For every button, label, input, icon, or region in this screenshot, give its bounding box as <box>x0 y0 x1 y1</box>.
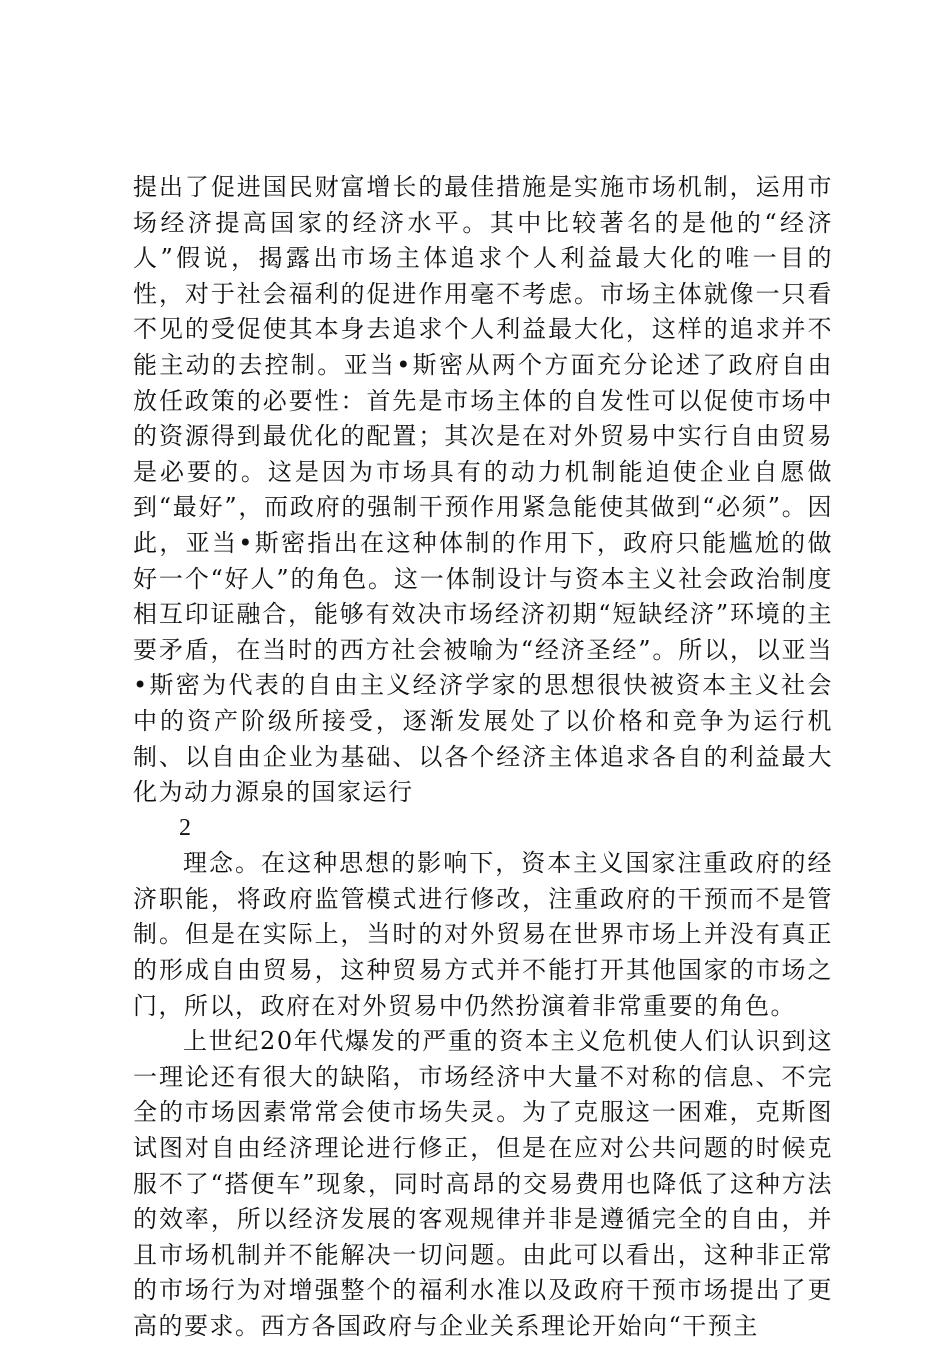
paragraph-2: 理念。在这种思想的影响下，资本主义国家注重政府的经济职能，将政府监管模式进行修改，注重政府的干预而不是管制。但是在实际上，当时的对外贸易在世界市场上并没有真正的形成自由贸易，这种贸易方式并不能打开其他国家的市场之门，所以，政府在对外贸易中仍然扮演着非常重要的角色。 <box>133 849 833 1020</box>
paragraph-3: 上世纪20年代爆发的严重的资本主义危机使人们认识到这一理论还有很大的缺陷，市场经济中大量不对称的信息、不完全的市场因素常常会使市场失灵。为了克服这一困难，克斯图试图对自由经济理论进行修正，但是在应对公共问题的时候克服不了“搭便车”现象，同时高昂的交易费用也降低了这种方法的效率，所以经济发展的客观规律并非是遵循完全的自由，并且市场机制并不能解决一切问题。由此可以看出，这种非正常的市场行为对增强整个的福利水准以及政府干预市场提出了更高的要求。西方各国政府与企业关系理论开始向“干预主 <box>133 1027 833 1340</box>
paragraph-1: 提出了促进国民财富增长的最佳措施是实施市场机制，运用市场经济提高国家的经济水平。其中比较著名的是他的“经济人”假说，揭露出市场主体追求个人利益最大化的唯一目的性，对于社会福利的促进作用毫不考虑。市场主体就像一只看不见的受促使其本身去追求个人利益最大化，这样的追求并不能主动的去控制。亚当•斯密从两个方面充分论述了政府自由放任政策的必要性：首先是市场主体的自发性可以促使市场中的资源得到最优化的配置；其次是在对外贸易中实行自由贸易是必要的。这是因为市场具有的动力机制能迫使企业自愿做到“最好”，而政府的强制干预作用紧急能使其做到“必须”。因此，亚当•斯密指出在这种体制的作用下，政府只能尴尬的做好一个“好人”的角色。这一体制设计与资本主义社会政治制度相互印证融合，能够有效决市场经济初期“短缺经济”环境的主要矛盾，在当时的西方社会被喻为“经济圣经”。所以，以亚当•斯密为代表的自由主义经济学家的思想很快被资本主义社会中的资产阶级所接受，逐渐发展处了以价格和竞争为运行机制、以自由企业为基础、以各个经济主体追求各自的利益最大化为动力源泉的国家运行 <box>133 173 833 807</box>
document-body <box>133 170 833 1345</box>
page-number: 2 <box>179 814 193 841</box>
